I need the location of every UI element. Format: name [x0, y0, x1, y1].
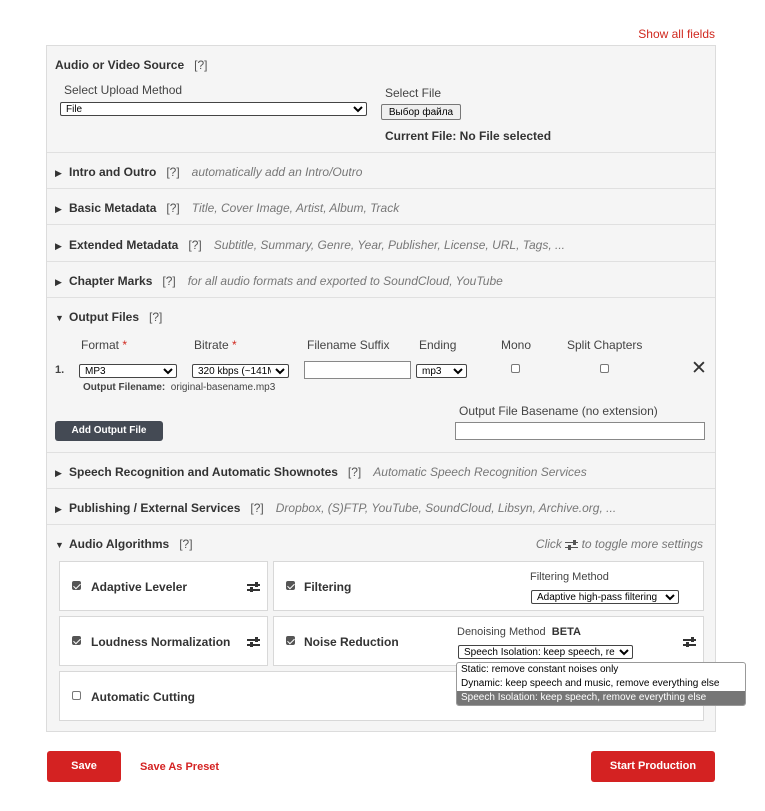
settings-sliders-icon [565, 540, 578, 550]
filtering-method-label: Filtering Method [530, 571, 609, 583]
ending-column-label: Ending [419, 338, 457, 352]
expand-triangle-icon: ▶ [55, 468, 62, 478]
settings-sliders-icon[interactable] [683, 637, 696, 647]
noise-reduction-card [273, 616, 704, 666]
intro-help-link[interactable]: [?] [166, 165, 180, 179]
basic-desc: Title, Cover Image, Artist, Album, Track [191, 201, 400, 215]
basic-title: Basic Metadata [69, 201, 157, 215]
extended-desc: Subtitle, Summary, Genre, Year, Publisher, License, URL, Tags, ... [213, 238, 565, 252]
chapters-help-link[interactable]: [?] [162, 274, 176, 288]
noise-reduction-label: Noise Reduction [304, 635, 399, 649]
section-intro-outro[interactable] [47, 152, 715, 188]
denoising-option-dynamic[interactable]: Dynamic: keep speech and music, remove everything else [461, 678, 720, 689]
output-filename: Output Filename: original-basename.mp3 [83, 382, 276, 393]
expand-triangle-icon: ▶ [55, 277, 62, 287]
output-title: Output Files [69, 310, 139, 324]
denoising-option-static[interactable]: Static: remove constant noises only [461, 664, 619, 675]
loudness-normalization-card [59, 616, 268, 666]
adaptive-leveler-checkbox[interactable] [72, 581, 81, 590]
section-output-files [47, 297, 715, 452]
intro-title: Intro and Outro [69, 165, 157, 179]
section-publishing[interactable] [47, 488, 715, 524]
split-chapters-checkbox[interactable] [600, 364, 609, 373]
collapse-triangle-icon: ▼ [55, 313, 64, 323]
beta-badge: BETA [551, 626, 581, 638]
filtering-method-select[interactable] [531, 590, 679, 604]
upload-method-select[interactable] [60, 102, 367, 116]
algorithms-header[interactable] [55, 537, 193, 551]
source-title: Audio or Video Source [55, 58, 185, 72]
algorithms-title: Audio Algorithms [69, 537, 170, 551]
current-file-status: Current File: No File selected [385, 129, 552, 143]
suffix-column-label: Filename Suffix [307, 338, 390, 352]
loudness-normalization-label: Loudness Normalization [91, 635, 231, 649]
select-file-label: Select File [385, 86, 442, 100]
adaptive-leveler-card [59, 561, 268, 611]
upload-method-label: Select Upload Method [64, 83, 183, 97]
denoising-options-dropdown [456, 662, 746, 706]
save-as-preset-link[interactable]: Save As Preset [140, 761, 220, 773]
section-chapter-marks[interactable] [47, 261, 715, 297]
collapse-triangle-icon: ▼ [55, 540, 64, 550]
mono-checkbox[interactable] [511, 364, 520, 373]
expand-triangle-icon: ▶ [55, 168, 62, 178]
format-select[interactable] [79, 364, 177, 378]
speech-help-link[interactable]: [?] [347, 465, 362, 479]
filename-suffix-input[interactable] [304, 361, 411, 379]
speech-title: Speech Recognition and Automatic Shownotes [69, 465, 338, 479]
noise-reduction-checkbox[interactable] [286, 636, 295, 645]
expand-triangle-icon: ▶ [55, 241, 62, 251]
filtering-checkbox[interactable] [286, 581, 295, 590]
toggle-settings-hint: Click to toggle more settings [535, 537, 703, 551]
output-help-link[interactable]: [?] [149, 310, 163, 324]
extended-title: Extended Metadata [69, 238, 179, 252]
expand-triangle-icon: ▶ [55, 204, 62, 214]
ending-select[interactable] [416, 364, 467, 378]
settings-sliders-icon[interactable] [247, 582, 260, 592]
publishing-desc: Dropbox, (S)FTP, YouTube, SoundCloud, Libsyn, Archive.org, ... [275, 501, 617, 515]
algorithms-help-link[interactable]: [?] [179, 537, 193, 551]
bitrate-column-label: Bitrate * [194, 338, 237, 352]
format-column-label: Format * [81, 338, 128, 352]
section-extended-metadata[interactable] [47, 224, 715, 261]
chapters-desc: for all audio formats and exported to SoundCloud, YouTube [187, 274, 503, 288]
publishing-title: Publishing / External Services [69, 501, 241, 515]
publishing-help-link[interactable]: [?] [250, 501, 264, 515]
split-chapters-column-label: Split Chapters [567, 338, 643, 352]
save-button[interactable]: Save [47, 751, 121, 782]
intro-desc: automatically add an Intro/Outro [191, 165, 363, 179]
settings-sliders-icon[interactable] [247, 637, 260, 647]
choose-file-button[interactable]: Выбор файла [381, 104, 461, 120]
mono-column-label: Mono [501, 338, 532, 352]
bitrate-select[interactable] [192, 364, 289, 378]
automatic-cutting-label: Automatic Cutting [91, 690, 195, 704]
section-basic-metadata[interactable] [47, 188, 715, 224]
loudness-normalization-checkbox[interactable] [72, 636, 81, 645]
adaptive-leveler-label: Adaptive Leveler [91, 580, 188, 594]
remove-output-close-icon[interactable]: ✕ [691, 358, 707, 379]
add-output-file-button[interactable]: Add Output File [55, 421, 163, 441]
extended-help-link[interactable]: [?] [188, 238, 202, 252]
source-section-header [55, 58, 207, 72]
filtering-label: Filtering [304, 580, 352, 594]
source-help-link[interactable]: [?] [194, 58, 208, 72]
filtering-card [273, 561, 704, 611]
denoising-option-speech-isolation[interactable]: Speech Isolation: keep speech, remove everything else [457, 691, 745, 705]
speech-desc: Automatic Speech Recognition Services [373, 465, 587, 479]
output-row-number: 1. [55, 364, 65, 376]
chapters-title: Chapter Marks [69, 274, 153, 288]
basic-help-link[interactable]: [?] [166, 201, 180, 215]
automatic-cutting-checkbox[interactable] [72, 691, 81, 700]
basename-input[interactable] [455, 422, 705, 440]
denoising-method-select[interactable] [458, 645, 633, 659]
section-speech-recognition[interactable] [47, 452, 715, 488]
production-form-panel [46, 45, 716, 732]
output-header[interactable] [55, 310, 162, 324]
show-all-fields-link[interactable]: Show all fields [638, 27, 715, 41]
expand-triangle-icon: ▶ [55, 504, 62, 514]
basename-label: Output File Basename (no extension) [459, 404, 658, 418]
start-production-button[interactable]: Start Production [591, 751, 715, 782]
denoising-method-label: Denoising Method BETA [457, 626, 581, 638]
